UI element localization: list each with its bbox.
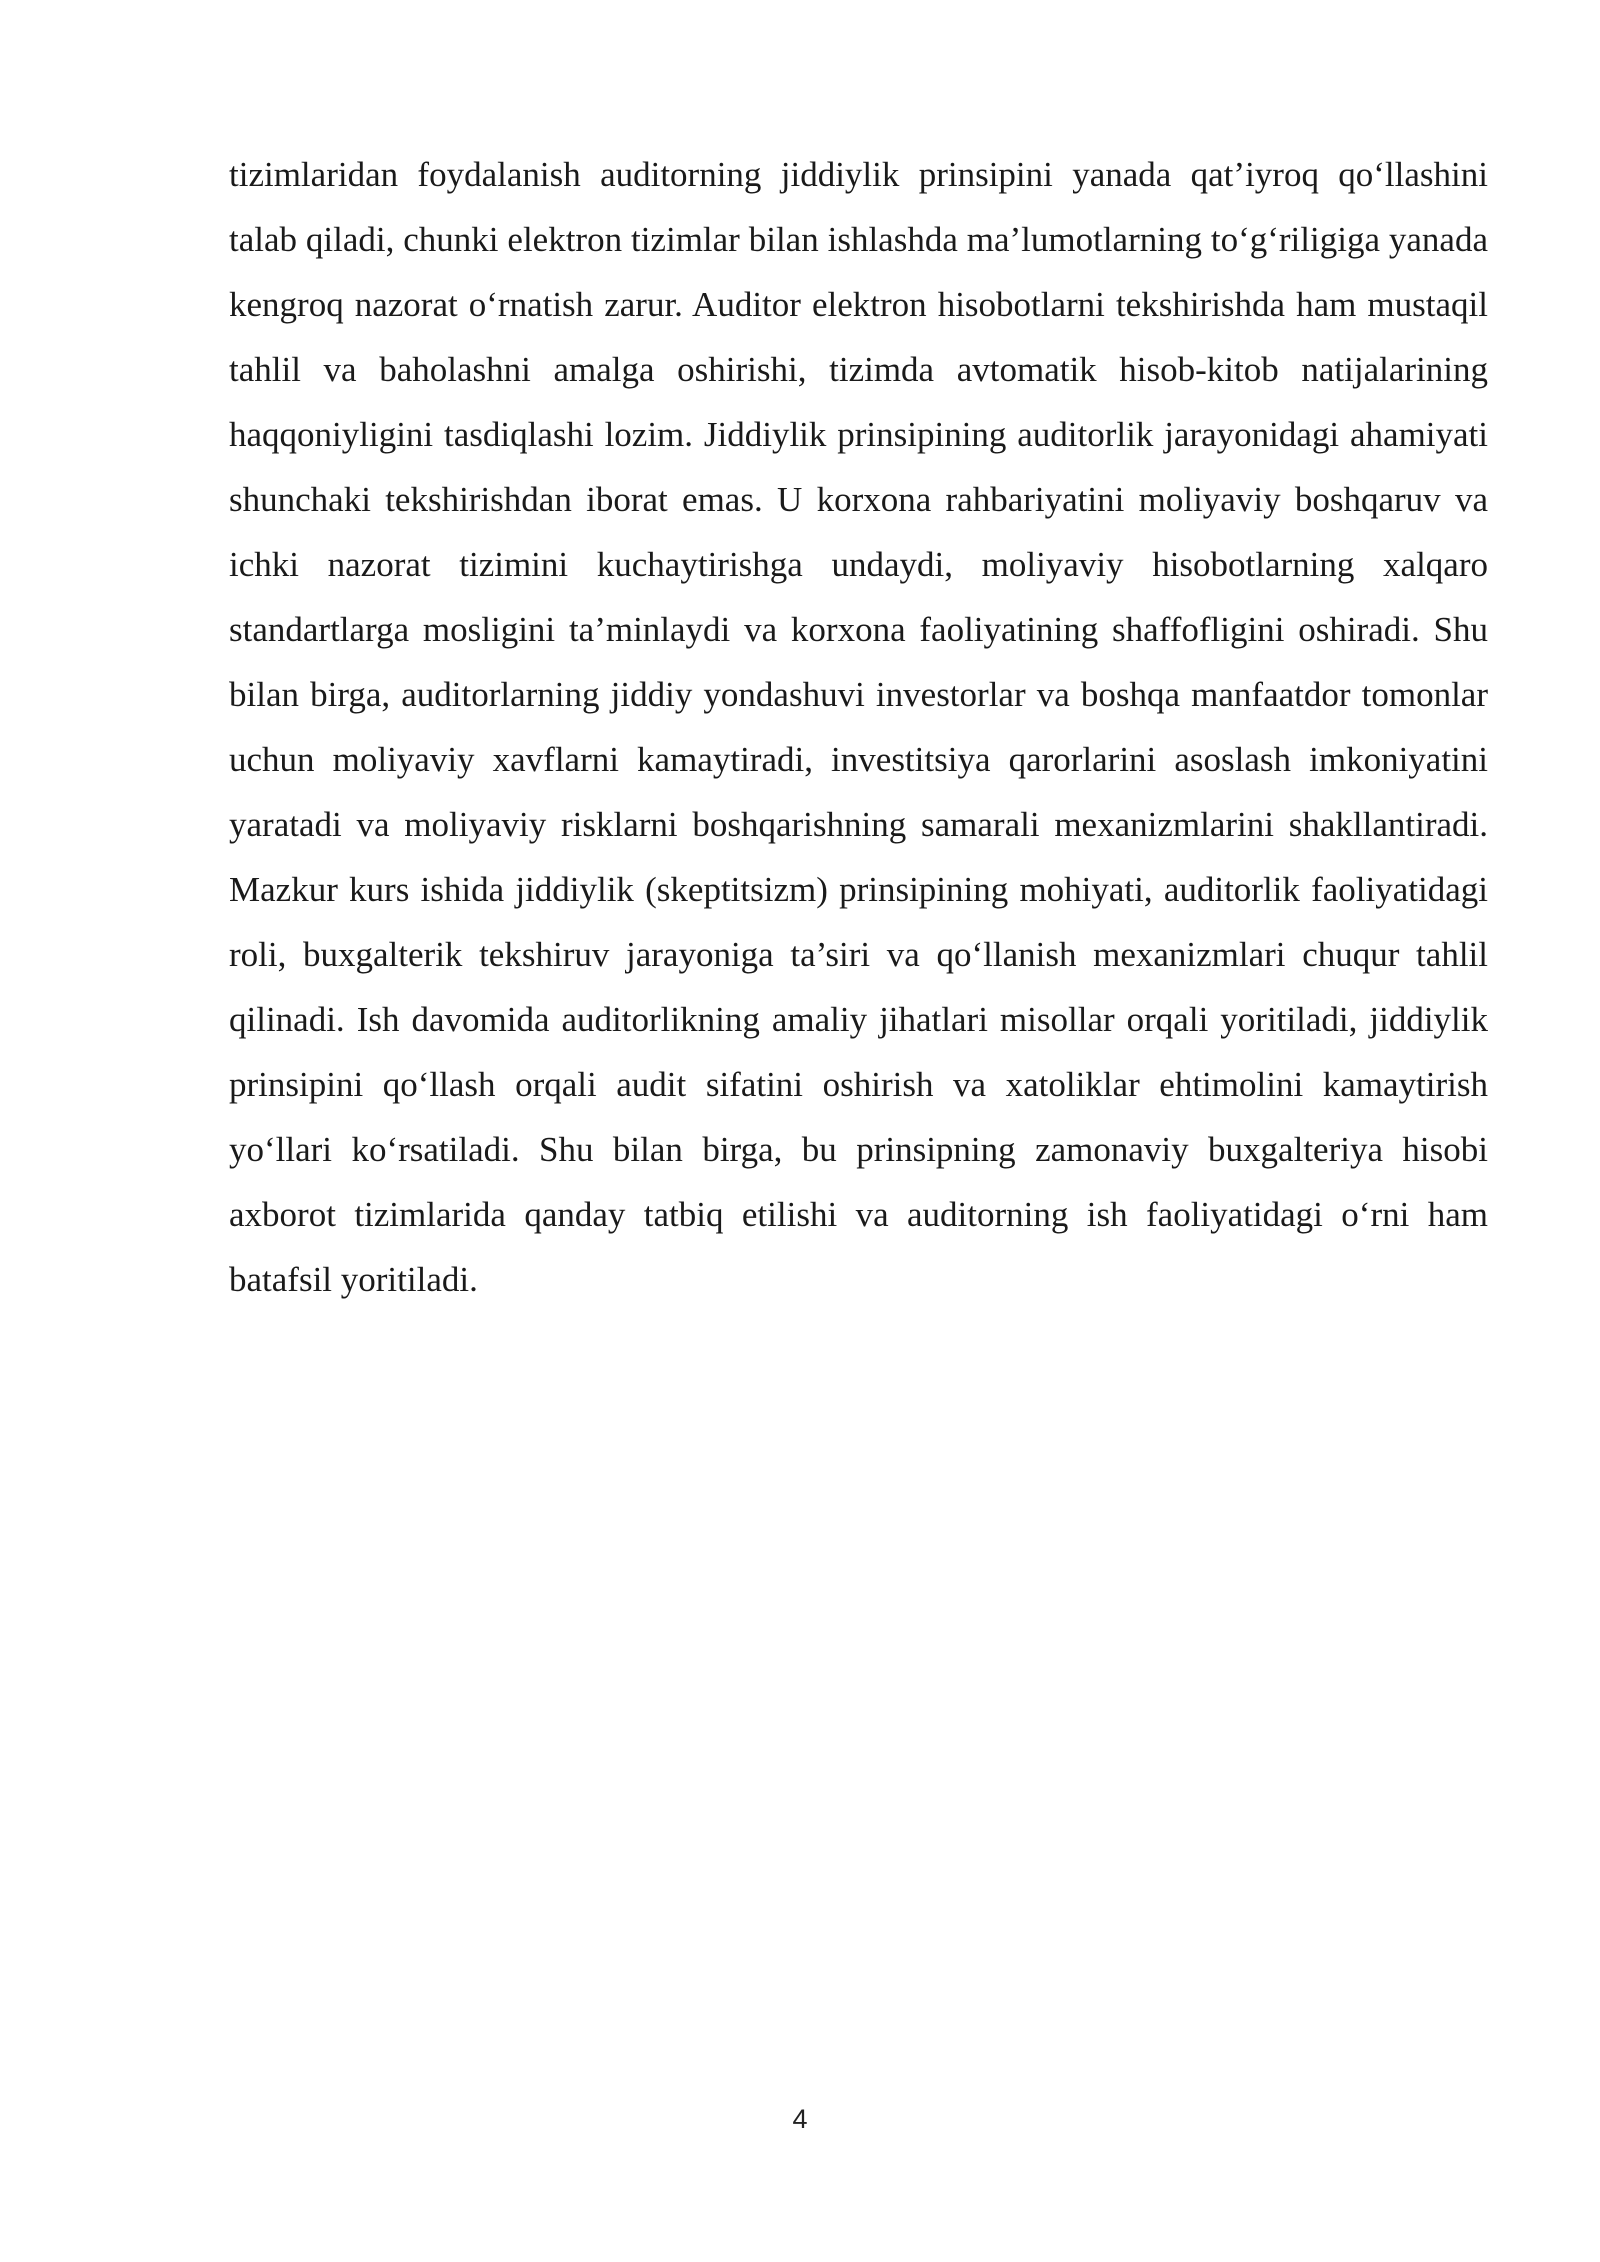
body-paragraph: tizimlaridan foydalanish auditorning jiddiylik prinsipini yanada qat’iyroq qo‘llashini talab qiladi, chunki elektron tizimlar bilan ishlashda ma’lumotlarning to‘g‘riligiga yanada kengroq nazorat o‘rnatish zarur. Auditor elektron hisobotlarni tekshirishda ham mustaqil tahlil va baholashni amalga oshirishi, tizimda avtomatik hisob-kitob natijalarining haqqoniyligini tasdiqlashi lozim. Jiddiylik prinsipining auditorlik jarayonidagi ahamiyati shunchaki tekshirishdan iborat emas. U korxona rahbariyatini moliyaviy boshqaruv va ichki nazorat tizimini kuchaytirishga undaydi, moliyaviy hisobotlarning xalqaro standartlarga mosligini ta’minlaydi va korxona faoliyatining shaffofligini oshiradi. Shu bilan birga, auditorlarning jiddiy yondashuvi investorlar va boshqa manfaatdor tomonlar uchun moliyaviy xavflarni kamaytiradi, investitsiya qarorlarini asoslash imkoniyatini yaratadi va moliyaviy risklarni boshqarishning samarali mexanizmlarini shakllantiradi. Mazkur kurs ishida jiddiylik (skeptitsizm) prinsipining mohiyati, auditorlik faoliyatidagi roli, buxgalterik tekshiruv jarayoniga ta’siri va qo‘llanish mexanizmlari chuqur tahlil qilinadi. Ish davomida auditorlikning amaliy jihatlari misollar orqali yoritiladi, jiddiylik prinsipini qo‘llash orqali audit sifatini oshirish va xatoliklar ehtimolini kamaytirish yo‘llari ko‘rsatiladi. Shu bilan birga, bu prinsipning zamonaviy buxgalteriya hisobi axborot tizimlarida qanday tatbiq etilishi va auditorning ish faoliyatidagi o‘rni ham batafsil yoritiladi. — [229, 155, 1488, 1299]
page-number: 4 — [792, 2104, 808, 2134]
